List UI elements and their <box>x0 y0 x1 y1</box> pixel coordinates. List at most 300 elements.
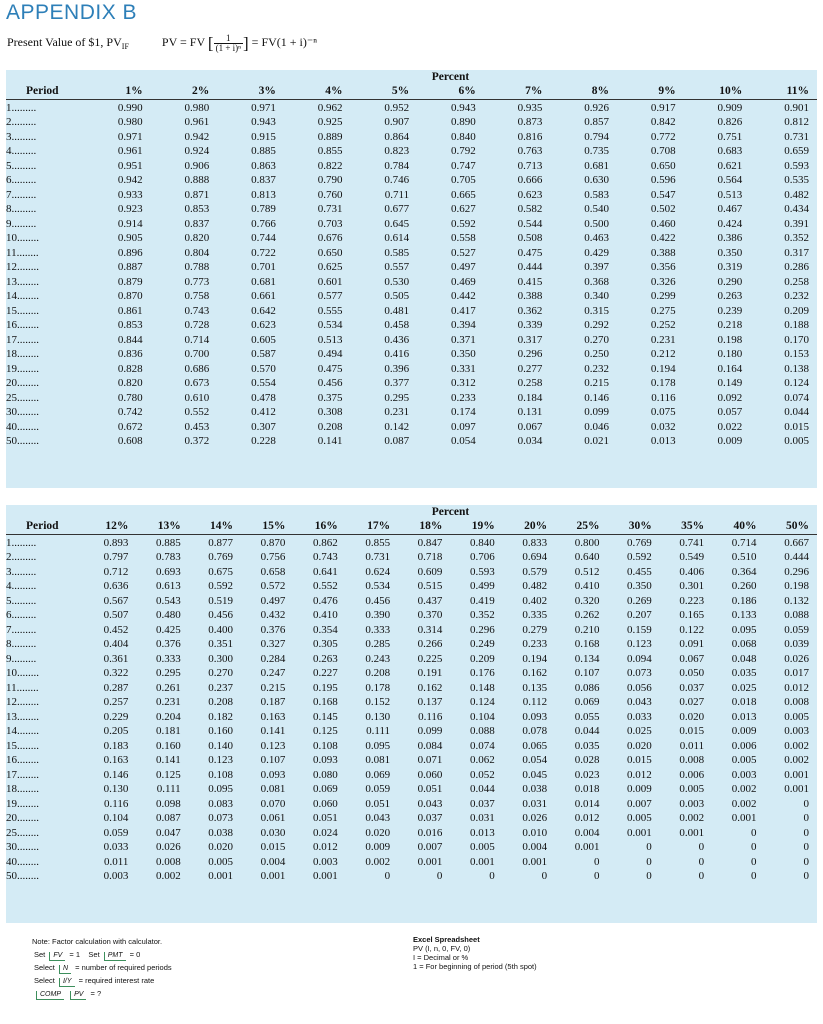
factor-cell: 0.583 <box>584 188 609 201</box>
period-cell: 17........ <box>6 768 39 781</box>
rate-column-header: 16% <box>293 519 345 534</box>
factor-cell: 0.075 <box>650 406 676 418</box>
factor-cell: 0.025 <box>627 725 652 737</box>
bracket-right-icon: ] <box>243 33 249 52</box>
factor-cell: 0.317 <box>517 333 543 346</box>
factor-cell: 0.377 <box>384 377 410 389</box>
factor-cell: 0 <box>803 870 809 882</box>
factor-cell: 0.870 <box>117 290 143 302</box>
factor-cell: 0.731 <box>784 130 809 143</box>
factor-cell: 0.572 <box>260 580 286 592</box>
factor-cell: 0.482 <box>784 188 809 201</box>
factor-cell: 0.552 <box>312 580 338 592</box>
period-cell: 30........ <box>6 406 39 418</box>
factor-cell: 0.068 <box>731 638 757 650</box>
factor-cell: 0.122 <box>679 623 705 636</box>
factor-cell: 0.003 <box>312 855 338 868</box>
factor-cell: 0.681 <box>251 275 276 288</box>
factor-cell: 0.980 <box>117 116 143 128</box>
factor-cell: 0.530 <box>384 275 410 288</box>
factor-cell: 0.813 <box>251 188 276 201</box>
pmt-value: = 0 <box>129 950 141 959</box>
factor-cell: 0.625 <box>317 261 343 273</box>
percent-header-row <box>6 505 817 519</box>
factor-cell: 0.086 <box>574 681 600 694</box>
table-row <box>6 768 817 783</box>
factor-cell: 0.005 <box>784 710 809 723</box>
factor-cell: 0 <box>803 841 809 853</box>
period-cell: 5......... <box>6 159 37 172</box>
factor-cell: 0.191 <box>417 667 443 679</box>
note-title: Note: Factor calculation with calculator. <box>32 937 163 946</box>
factor-cell: 0.862 <box>312 536 338 549</box>
factor-cell: 0.060 <box>312 797 338 810</box>
factor-cell: 0.258 <box>784 275 809 288</box>
subtitle-text: Present Value of $1, PV <box>7 34 122 49</box>
rate-column-header: 19% <box>450 519 502 534</box>
factor-cell: 0.683 <box>717 145 743 157</box>
excel-line-1: PV (I, n, 0, FV, 0) <box>413 944 471 953</box>
formula-fraction <box>214 34 243 53</box>
factor-cell: 0.971 <box>251 101 276 114</box>
factor-cell: 0.059 <box>784 623 809 636</box>
table-row <box>6 797 817 812</box>
factor-cell: 0.005 <box>470 841 495 853</box>
factor-cell: 0.062 <box>470 754 495 766</box>
factor-cell: 0.623 <box>517 188 543 201</box>
rate-column-header: 17% <box>346 519 398 534</box>
percent-header: Percent <box>431 506 470 518</box>
factor-cell: 0.362 <box>517 304 543 317</box>
factor-cell: 0.091 <box>679 638 705 650</box>
factor-cell: 0.623 <box>251 319 276 331</box>
factor-cell: 0.887 <box>117 261 143 273</box>
factor-cell: 0.836 <box>117 348 143 360</box>
table-row <box>6 695 817 710</box>
factor-cell: 0.386 <box>717 232 743 244</box>
rate-column-header: 25% <box>555 519 607 534</box>
factor-cell: 0.034 <box>517 435 543 447</box>
factor-cell: 0.295 <box>155 667 181 679</box>
factor-cell: 0.209 <box>470 652 495 665</box>
factor-cell: 0 <box>750 841 757 853</box>
factor-cell: 0.069 <box>312 783 338 795</box>
factor-cell: 0.024 <box>312 826 338 839</box>
table-row <box>6 623 817 638</box>
factor-cell: 0.558 <box>451 232 476 244</box>
factor-cell: 0.376 <box>260 623 286 636</box>
factor-cell: 0.296 <box>470 623 495 636</box>
factor-cell: 0 <box>646 855 652 868</box>
factor-cell: 0.853 <box>184 203 210 215</box>
rate-column-header: 14% <box>189 519 241 534</box>
factor-cell: 0.001 <box>522 855 548 868</box>
factor-cell: 0.260 <box>731 580 757 592</box>
factor-cell: 0.512 <box>574 565 600 578</box>
factor-cell: 0.012 <box>312 841 338 853</box>
period-cell: 20........ <box>6 812 39 824</box>
factor-cell: 0.232 <box>784 290 809 302</box>
factor-cell: 0.275 <box>650 304 676 317</box>
factor-cell: 0.437 <box>417 594 443 607</box>
table-row <box>6 173 817 188</box>
factor-cell: 0.095 <box>731 623 757 636</box>
factor-cell: 0 <box>698 855 705 868</box>
fv-value: = 1 <box>69 950 81 959</box>
factor-cell: 0.001 <box>260 870 286 882</box>
factor-cell: 0.497 <box>260 594 286 607</box>
factor-cell: 0.108 <box>312 739 338 752</box>
factor-cell: 0.020 <box>208 841 234 853</box>
factor-cell: 0.331 <box>451 362 476 375</box>
factor-cell: 0.370 <box>417 609 443 621</box>
table-row <box>6 246 817 261</box>
note-set-label: Set <box>34 950 46 959</box>
percent-header: Percent <box>431 71 470 83</box>
factor-cell: 0.564 <box>717 174 743 186</box>
factor-cell: 0.039 <box>784 638 809 650</box>
table-row <box>6 710 817 725</box>
factor-cell: 0.307 <box>251 420 276 433</box>
factor-cell: 0.804 <box>184 246 210 259</box>
rate-column-header: 8% <box>550 84 617 99</box>
factor-cell: 0.153 <box>784 348 809 360</box>
factor-cell: 0.837 <box>184 217 210 230</box>
factor-cell: 0.186 <box>731 594 757 607</box>
factor-cell: 0.015 <box>627 754 652 766</box>
factor-cell: 0.006 <box>731 739 757 752</box>
factor-cell: 0.410 <box>574 580 600 592</box>
period-cell: 18........ <box>6 348 39 360</box>
rate-column-header: 13% <box>136 519 188 534</box>
factor-cell: 0.961 <box>117 145 143 157</box>
factor-cell: 0.266 <box>417 638 443 650</box>
factor-cell: 0.885 <box>251 145 276 157</box>
table-row <box>6 652 817 667</box>
factor-cell: 0.419 <box>470 594 495 607</box>
period-cell: 25........ <box>6 826 39 839</box>
factor-cell: 0.812 <box>784 116 809 128</box>
factor-cell: 0.301 <box>679 580 705 592</box>
factor-cell: 0.406 <box>679 565 705 578</box>
rate-column-header: 50% <box>764 519 817 534</box>
rate-column-header: 6% <box>417 84 484 99</box>
factor-cell: 0.009 <box>731 725 757 737</box>
period-cell: 9......... <box>6 217 37 230</box>
factor-cell: 0.467 <box>717 203 743 215</box>
table-row <box>6 115 817 130</box>
factor-cell: 0.613 <box>155 580 181 592</box>
factor-cell: 0.054 <box>451 435 476 447</box>
factor-cell: 0.130 <box>103 783 129 795</box>
factor-cell: 0.007 <box>417 841 443 853</box>
factor-cell: 0.855 <box>317 145 343 157</box>
factor-cell: 0.469 <box>451 275 476 288</box>
factor-cell: 0.044 <box>470 783 495 795</box>
factor-cell: 0.763 <box>517 145 543 157</box>
factor-cell: 0.593 <box>470 565 495 578</box>
factor-cell: 0.515 <box>417 580 443 592</box>
factor-cell: 0.592 <box>208 580 234 592</box>
period-cell: 13........ <box>6 710 39 723</box>
factor-cell: 0.582 <box>517 203 543 215</box>
factor-cell: 0.500 <box>584 217 609 230</box>
factor-cell: 0.252 <box>650 319 676 331</box>
factor-cell: 0.397 <box>584 261 609 273</box>
factor-cell: 0.104 <box>103 812 129 824</box>
period-cell: 14........ <box>6 725 39 737</box>
factor-cell: 0.326 <box>650 275 676 288</box>
factor-cell: 0.012 <box>627 768 652 781</box>
period-cell: 50........ <box>6 870 39 882</box>
factor-cell: 0.772 <box>650 130 676 143</box>
factor-cell: 0.943 <box>451 101 476 114</box>
factor-cell: 0.004 <box>574 826 600 839</box>
period-cell: 9......... <box>6 652 37 665</box>
period-cell: 50........ <box>6 435 39 447</box>
rate-column-header: 5% <box>351 84 418 99</box>
factor-cell: 0.675 <box>208 565 234 578</box>
factor-cell: 0.676 <box>317 232 343 244</box>
factor-cell: 0 <box>803 826 809 839</box>
factor-cell: 0.312 <box>451 377 476 389</box>
factor-cell: 0.215 <box>584 377 609 389</box>
table-row <box>6 420 817 435</box>
factor-cell: 0.756 <box>260 551 286 563</box>
factor-cell: 0.073 <box>627 667 652 679</box>
factor-cell: 0.840 <box>451 130 476 143</box>
factor-cell: 0.614 <box>384 232 410 244</box>
factor-cell: 0.350 <box>717 246 743 259</box>
factor-cell: 0.141 <box>260 725 286 737</box>
factor-cell: 0.952 <box>384 101 410 114</box>
factor-cell: 0.285 <box>365 638 391 650</box>
factor-cell: 0.513 <box>317 333 343 346</box>
n-key: N <box>59 965 71 974</box>
factor-cell: 0.198 <box>717 333 743 346</box>
factor-cell: 0.004 <box>522 841 548 853</box>
table-row <box>6 260 817 275</box>
factor-cell: 0.078 <box>522 725 548 737</box>
factor-cell: 0.863 <box>251 159 276 172</box>
period-cell: 19........ <box>6 362 39 375</box>
factor-cell: 0.731 <box>317 203 343 215</box>
factor-cell: 0.534 <box>317 319 343 331</box>
factor-cell: 0.322 <box>103 667 129 679</box>
factor-cell: 0.714 <box>731 536 757 549</box>
factor-cell: 0 <box>593 855 600 868</box>
factor-cell: 0.016 <box>417 826 443 839</box>
factor-cell: 0 <box>803 855 809 868</box>
factor-cell: 0.577 <box>317 290 343 302</box>
factor-cell: 0.610 <box>184 391 210 404</box>
factor-cell: 0.107 <box>574 667 600 679</box>
factor-cell: 0.901 <box>784 101 809 114</box>
factor-cell: 0.828 <box>117 362 143 375</box>
rate-column-header: 30% <box>607 519 659 534</box>
factor-cell: 0.003 <box>731 768 757 781</box>
excel-note <box>413 935 537 971</box>
factor-cell: 0 <box>803 797 809 810</box>
factor-cell: 0.456 <box>317 377 343 389</box>
factor-cell: 0.195 <box>312 681 338 694</box>
factor-cell: 0.001 <box>417 855 443 868</box>
factor-cell: 0 <box>489 870 495 882</box>
factor-cell: 0.074 <box>784 391 809 404</box>
factor-cell: 0.857 <box>584 116 609 128</box>
factor-cell: 0.741 <box>679 536 705 549</box>
factor-cell: 0.048 <box>731 652 757 665</box>
factor-cell: 0.263 <box>312 652 338 665</box>
factor-cell: 0.923 <box>117 203 143 215</box>
period-cell: 15........ <box>6 739 39 752</box>
factor-cell: 0.703 <box>317 217 343 230</box>
factor-cell: 0.925 <box>317 116 343 128</box>
factor-cell: 0.026 <box>784 652 809 665</box>
factor-cell: 0.212 <box>650 348 676 360</box>
table-row <box>6 724 817 739</box>
factor-cell: 0.980 <box>184 101 210 114</box>
factor-cell: 0.743 <box>184 304 210 317</box>
factor-cell: 0.209 <box>784 304 809 317</box>
factor-cell: 0.131 <box>517 406 543 418</box>
factor-cell: 0.160 <box>155 739 181 752</box>
factor-cell: 0.074 <box>470 739 495 752</box>
table-row <box>6 782 817 797</box>
factor-cell: 0.672 <box>117 420 143 433</box>
factor-cell: 0 <box>698 841 705 853</box>
rate-column-header: 9% <box>617 84 684 99</box>
factor-cell: 0.714 <box>184 333 210 346</box>
table-row <box>6 304 817 319</box>
factor-cell: 0.044 <box>784 406 809 418</box>
period-cell: 2......... <box>6 551 37 563</box>
factor-cell: 0.942 <box>184 130 210 143</box>
factor-cell: 0.792 <box>451 145 476 157</box>
factor-cell: 0.833 <box>522 536 548 549</box>
factor-cell: 0.410 <box>312 609 338 621</box>
factor-cell: 0.933 <box>117 188 143 201</box>
factor-cell: 0.270 <box>584 333 609 346</box>
factor-cell: 0.013 <box>731 710 757 723</box>
period-cell: 6......... <box>6 609 37 621</box>
period-cell: 12........ <box>6 261 39 273</box>
factor-cell: 0.816 <box>517 130 543 143</box>
factor-cell: 0.069 <box>365 768 391 781</box>
table-row <box>6 753 817 768</box>
factor-cell: 0 <box>803 812 809 824</box>
factor-cell: 0.269 <box>627 594 652 607</box>
factor-cell: 0.870 <box>260 536 286 549</box>
percent-header-spacer <box>6 505 84 519</box>
pv-table-1 <box>6 70 817 449</box>
factor-cell: 0.013 <box>650 435 676 447</box>
factor-cell: 0.677 <box>384 203 410 215</box>
factor-cell: 0.140 <box>208 739 234 752</box>
factor-cell: 0.187 <box>260 696 286 708</box>
factor-cell: 0.299 <box>650 290 676 302</box>
factor-cell: 0.444 <box>517 261 543 273</box>
factor-cell: 0.650 <box>317 246 343 259</box>
factor-cell: 0.125 <box>155 768 181 781</box>
factor-cell: 0.033 <box>627 710 652 723</box>
factor-cell: 0.002 <box>679 812 705 824</box>
factor-cell: 0.705 <box>451 174 476 186</box>
factor-cell: 0.095 <box>365 739 391 752</box>
factor-cell: 0.107 <box>260 754 286 766</box>
factor-cell: 0.751 <box>717 130 743 143</box>
factor-cell: 0.005 <box>784 435 809 447</box>
factor-cell: 0.023 <box>574 768 600 781</box>
excel-line-2: I = Decimal or % <box>413 953 469 962</box>
period-header: Period <box>6 519 84 534</box>
factor-cell: 0.540 <box>584 203 609 215</box>
factor-cell: 0.601 <box>317 275 343 288</box>
period-cell: 18........ <box>6 783 39 795</box>
factor-cell: 0.780 <box>117 391 143 404</box>
factor-cell: 0.032 <box>650 420 676 433</box>
factor-cell: 0.627 <box>451 203 476 215</box>
factor-cell: 0.073 <box>208 812 234 824</box>
factor-cell: 0.210 <box>574 623 600 636</box>
factor-cell: 0.021 <box>584 435 609 447</box>
factor-cell: 0.026 <box>155 841 181 853</box>
period-cell: 13........ <box>6 275 39 288</box>
factor-cell: 0.287 <box>103 681 129 694</box>
table-row <box>6 666 817 681</box>
factor-cell: 0.132 <box>784 594 809 607</box>
factor-cell: 0.371 <box>451 333 476 346</box>
factor-cell: 0.460 <box>650 217 676 230</box>
factor-cell: 0.141 <box>155 754 181 766</box>
factor-cell: 0.001 <box>784 783 809 795</box>
factor-cell: 0.123 <box>208 754 234 766</box>
factor-cell: 0.162 <box>417 681 443 694</box>
factor-cell: 0.084 <box>417 739 443 752</box>
factor-cell: 0.585 <box>384 246 410 259</box>
factor-cell: 0.896 <box>117 246 143 259</box>
iy-description: = required interest rate <box>78 976 155 985</box>
factor-cell: 0.708 <box>650 145 676 157</box>
rate-column-header: 2% <box>151 84 218 99</box>
factor-cell: 0.008 <box>679 754 705 766</box>
factor-cell: 0.400 <box>208 623 234 636</box>
factor-cell: 0.123 <box>260 739 286 752</box>
table-row <box>6 534 817 550</box>
factor-cell: 0.305 <box>312 638 338 650</box>
period-cell: 1......... <box>6 101 37 114</box>
factor-cell: 0.208 <box>208 696 234 708</box>
factor-cell: 0.057 <box>717 406 743 418</box>
factor-cell: 0.005 <box>679 783 705 795</box>
factor-cell: 0.390 <box>365 609 391 621</box>
factor-cell: 0.742 <box>117 406 143 418</box>
table-row <box>6 391 817 406</box>
factor-cell: 0.549 <box>679 551 705 563</box>
factor-cell: 0.864 <box>384 130 410 143</box>
factor-cell: 0.037 <box>470 797 495 810</box>
table-row <box>6 289 817 304</box>
factor-cell: 0.208 <box>317 420 343 433</box>
bracket-left-icon: [ <box>207 33 214 52</box>
excel-line-3: 1 = For beginning of period (5th spot) <box>413 962 537 971</box>
table-row <box>6 434 817 449</box>
factor-cell: 0.935 <box>517 101 543 114</box>
period-header: Period <box>6 84 84 99</box>
factor-cell: 0.002 <box>365 855 391 868</box>
factor-cell: 0.141 <box>317 435 343 447</box>
factor-cell: 0.007 <box>627 797 652 810</box>
